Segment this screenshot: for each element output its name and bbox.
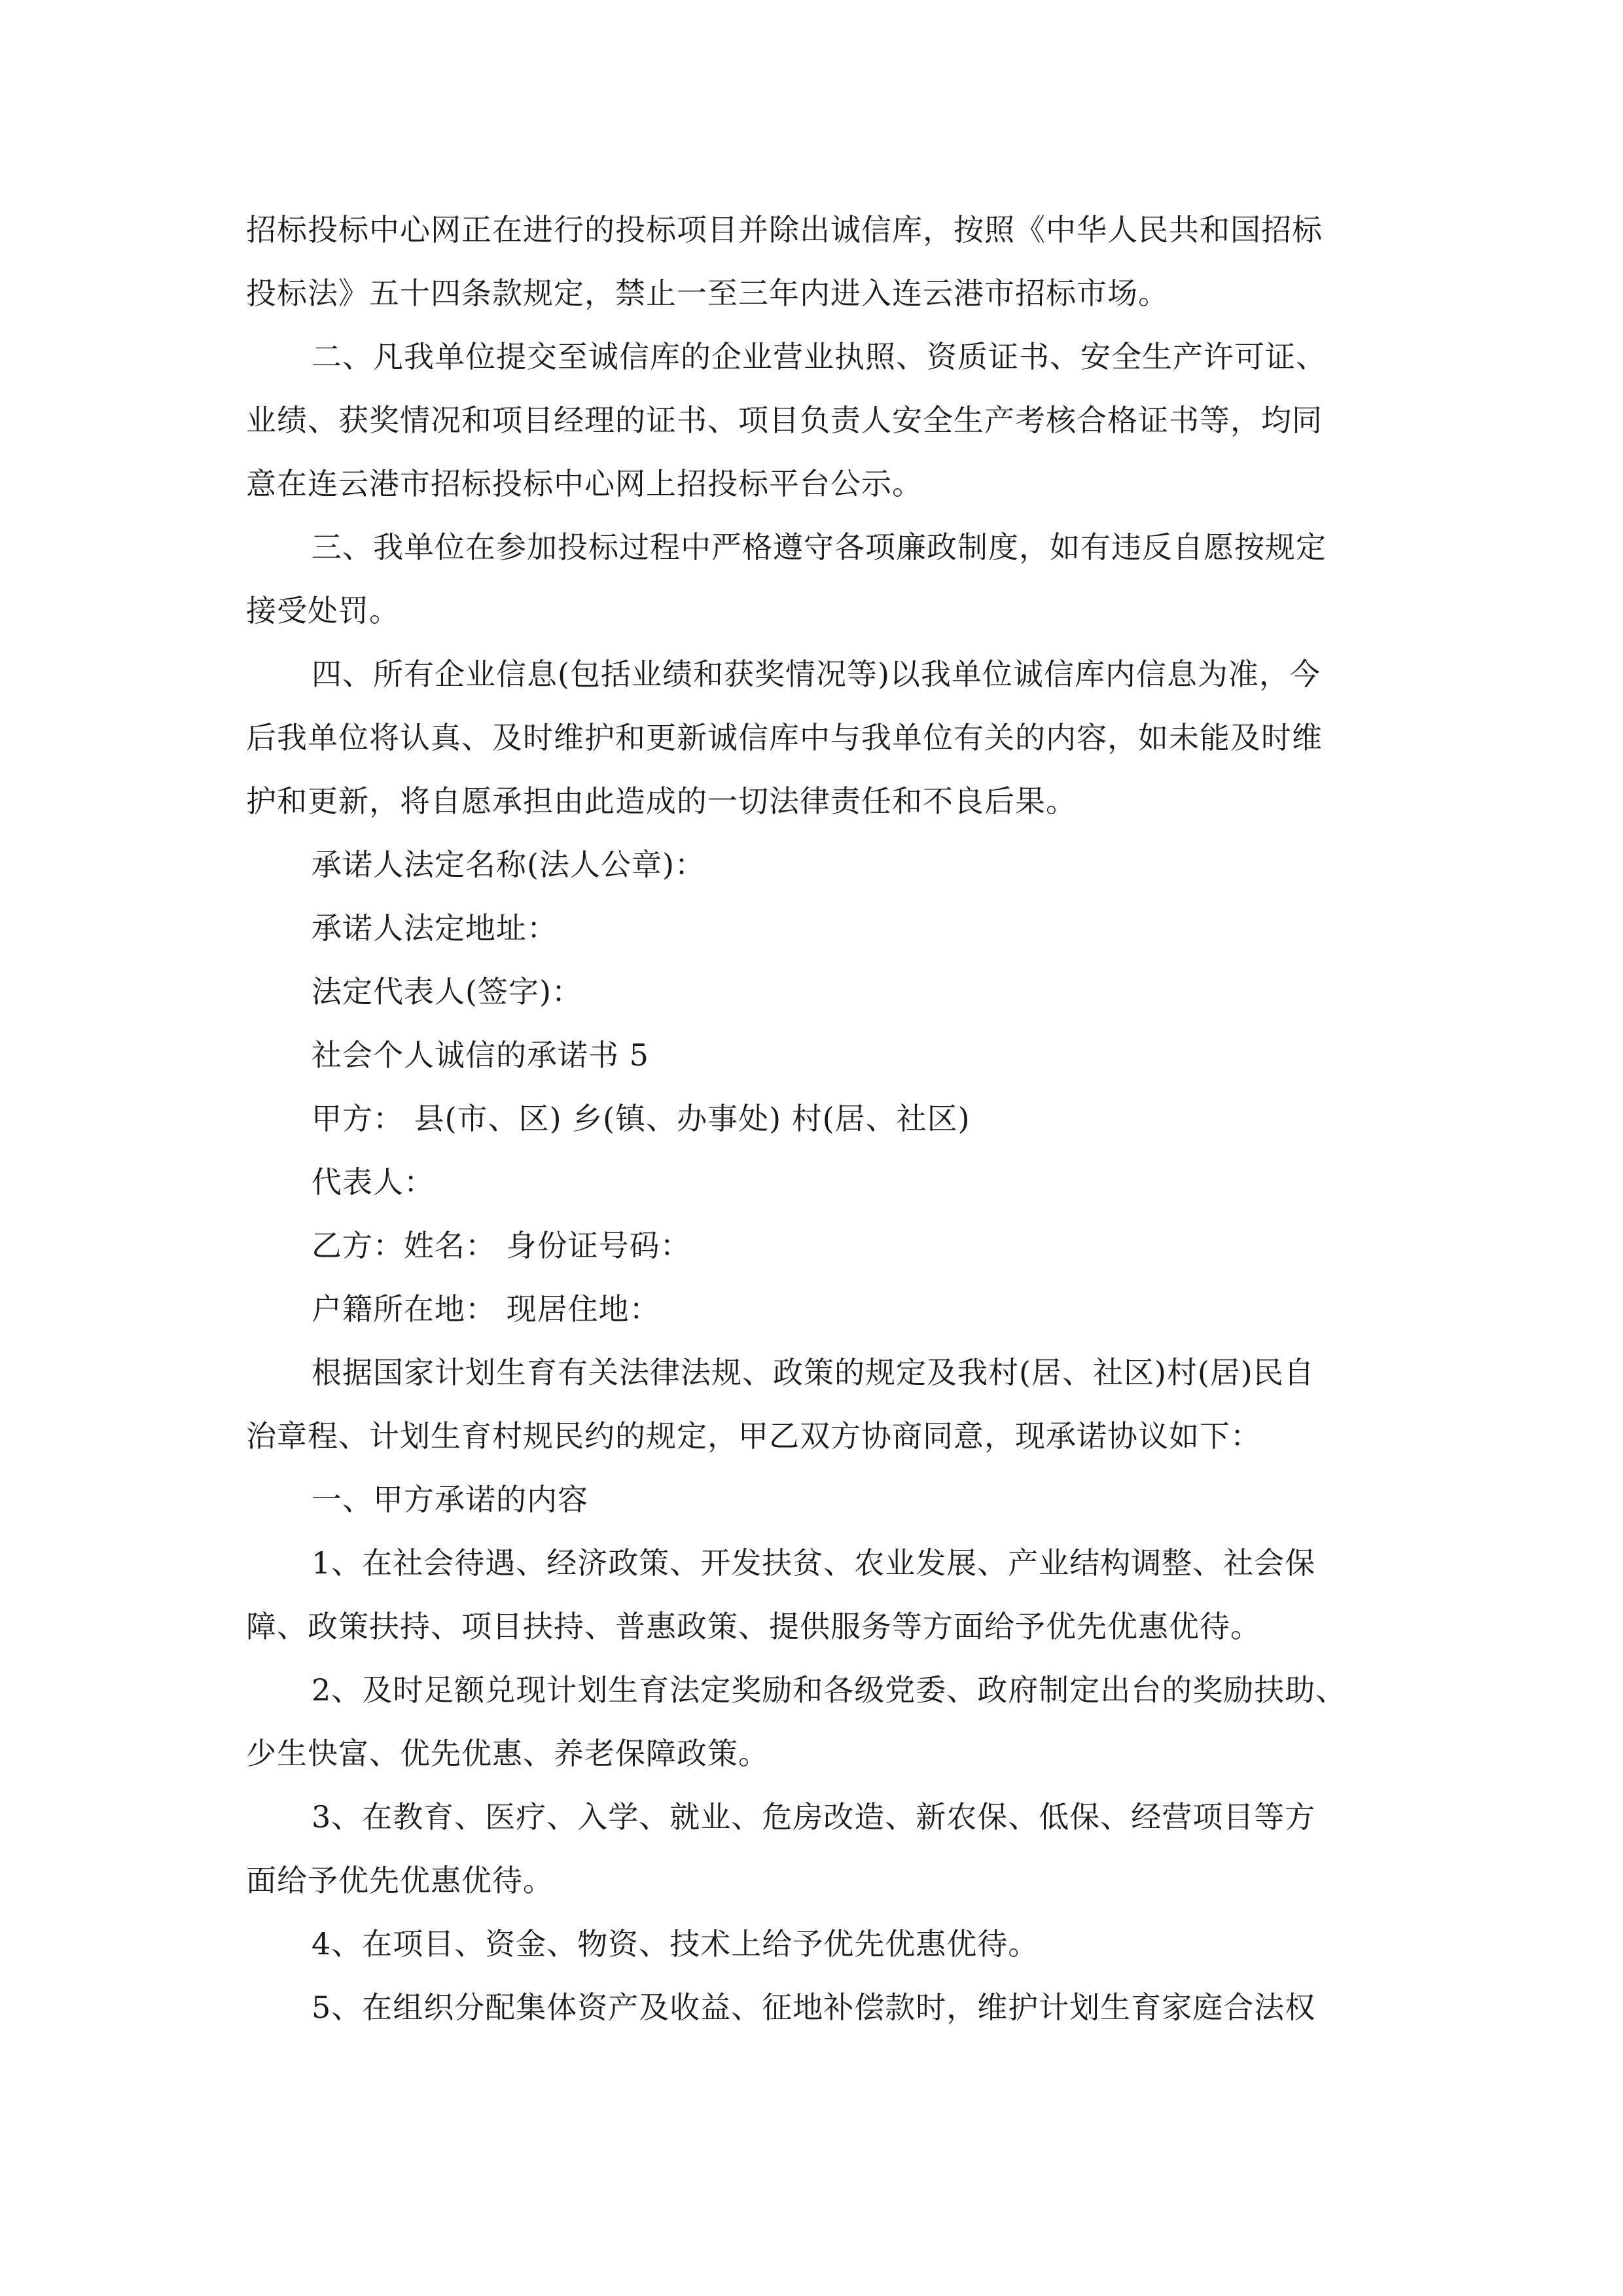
text-line: 投标法》五十四条款规定，禁止一至三年内进入连云港市招标市场。	[246, 276, 1169, 311]
text-line: 甲方： 县(市、区) 乡(镇、办事处) 村(居、社区)	[312, 1101, 971, 1136]
text-line: 二、凡我单位提交至诚信库的企业营业执照、资质证书、安全生产许可证、	[312, 339, 1327, 374]
text-line: 业绩、获奖情况和项目经理的证书、项目负责人安全生产考核合格证书等，均同	[246, 403, 1323, 438]
text-line: 障、政策扶持、项目扶持、普惠政策、提供服务等方面给予优先优惠优待。	[246, 1609, 1261, 1644]
text-line: 三、我单位在参加投标过程中严格遵守各项廉政制度，如有违反自愿按规定	[312, 529, 1327, 565]
text-line: 承诺人法定名称(法人公章)：	[312, 847, 705, 882]
text-line: 户籍所在地： 现居住地：	[312, 1291, 660, 1327]
text-line: 代表人：	[312, 1164, 435, 1200]
text-line: 法定代表人(签字)：	[312, 974, 582, 1009]
text-line: 少生快富、优先优惠、养老保障政策。	[246, 1736, 769, 1771]
text-line: 治章程、计划生育村规民约的规定，甲乙双方协商同意，现承诺协议如下：	[246, 1418, 1261, 1454]
text-line: 4、在项目、资金、物资、技术上给予优先优惠优待。	[312, 1926, 1039, 1962]
text-line: 一、甲方承诺的内容	[312, 1482, 588, 1517]
text-line: 社会个人诚信的承诺书 5	[312, 1037, 649, 1073]
text-line: 承诺人法定地址：	[312, 910, 558, 946]
text-line: 招标投标中心网正在进行的投标项目并除出诚信库，按照《中华人民共和国招标	[246, 212, 1323, 247]
text-line: 2、及时足额兑现计划生育法定奖励和各级党委、政府制定出台的奖励扶助、	[312, 1672, 1347, 1708]
text-line: 意在连云港市招标投标中心网上招投标平台公示。	[246, 466, 923, 501]
text-line: 5、在组织分配集体资产及收益、征地补偿款时，维护计划生育家庭合法权	[312, 1990, 1316, 2025]
text-line: 3、在教育、医疗、入学、就业、危房改造、新农保、低保、经营项目等方	[312, 1799, 1316, 1835]
document-body	[246, 198, 1385, 2039]
text-line: 根据国家计划生育有关法律法规、政策的规定及我村(居、社区)村(居)民自	[312, 1355, 1315, 1390]
text-line: 面给予优先优惠优待。	[246, 1863, 554, 1898]
text-line: 乙方：姓名： 身份证号码：	[312, 1228, 691, 1263]
text-line: 护和更新，将自愿承担由此造成的一切法律责任和不良后果。	[246, 783, 1077, 819]
text-line: 1、在社会待遇、经济政策、开发扶贫、农业发展、产业结构调整、社会保	[312, 1545, 1316, 1581]
text-line: 接受处罚。	[246, 593, 400, 628]
text-line: 后我单位将认真、及时维护和更新诚信库中与我单位有关的内容，如未能及时维	[246, 720, 1323, 755]
text-line: 四、所有企业信息(包括业绩和获奖情况等)以我单位诚信库内信息为准，今	[312, 656, 1321, 692]
